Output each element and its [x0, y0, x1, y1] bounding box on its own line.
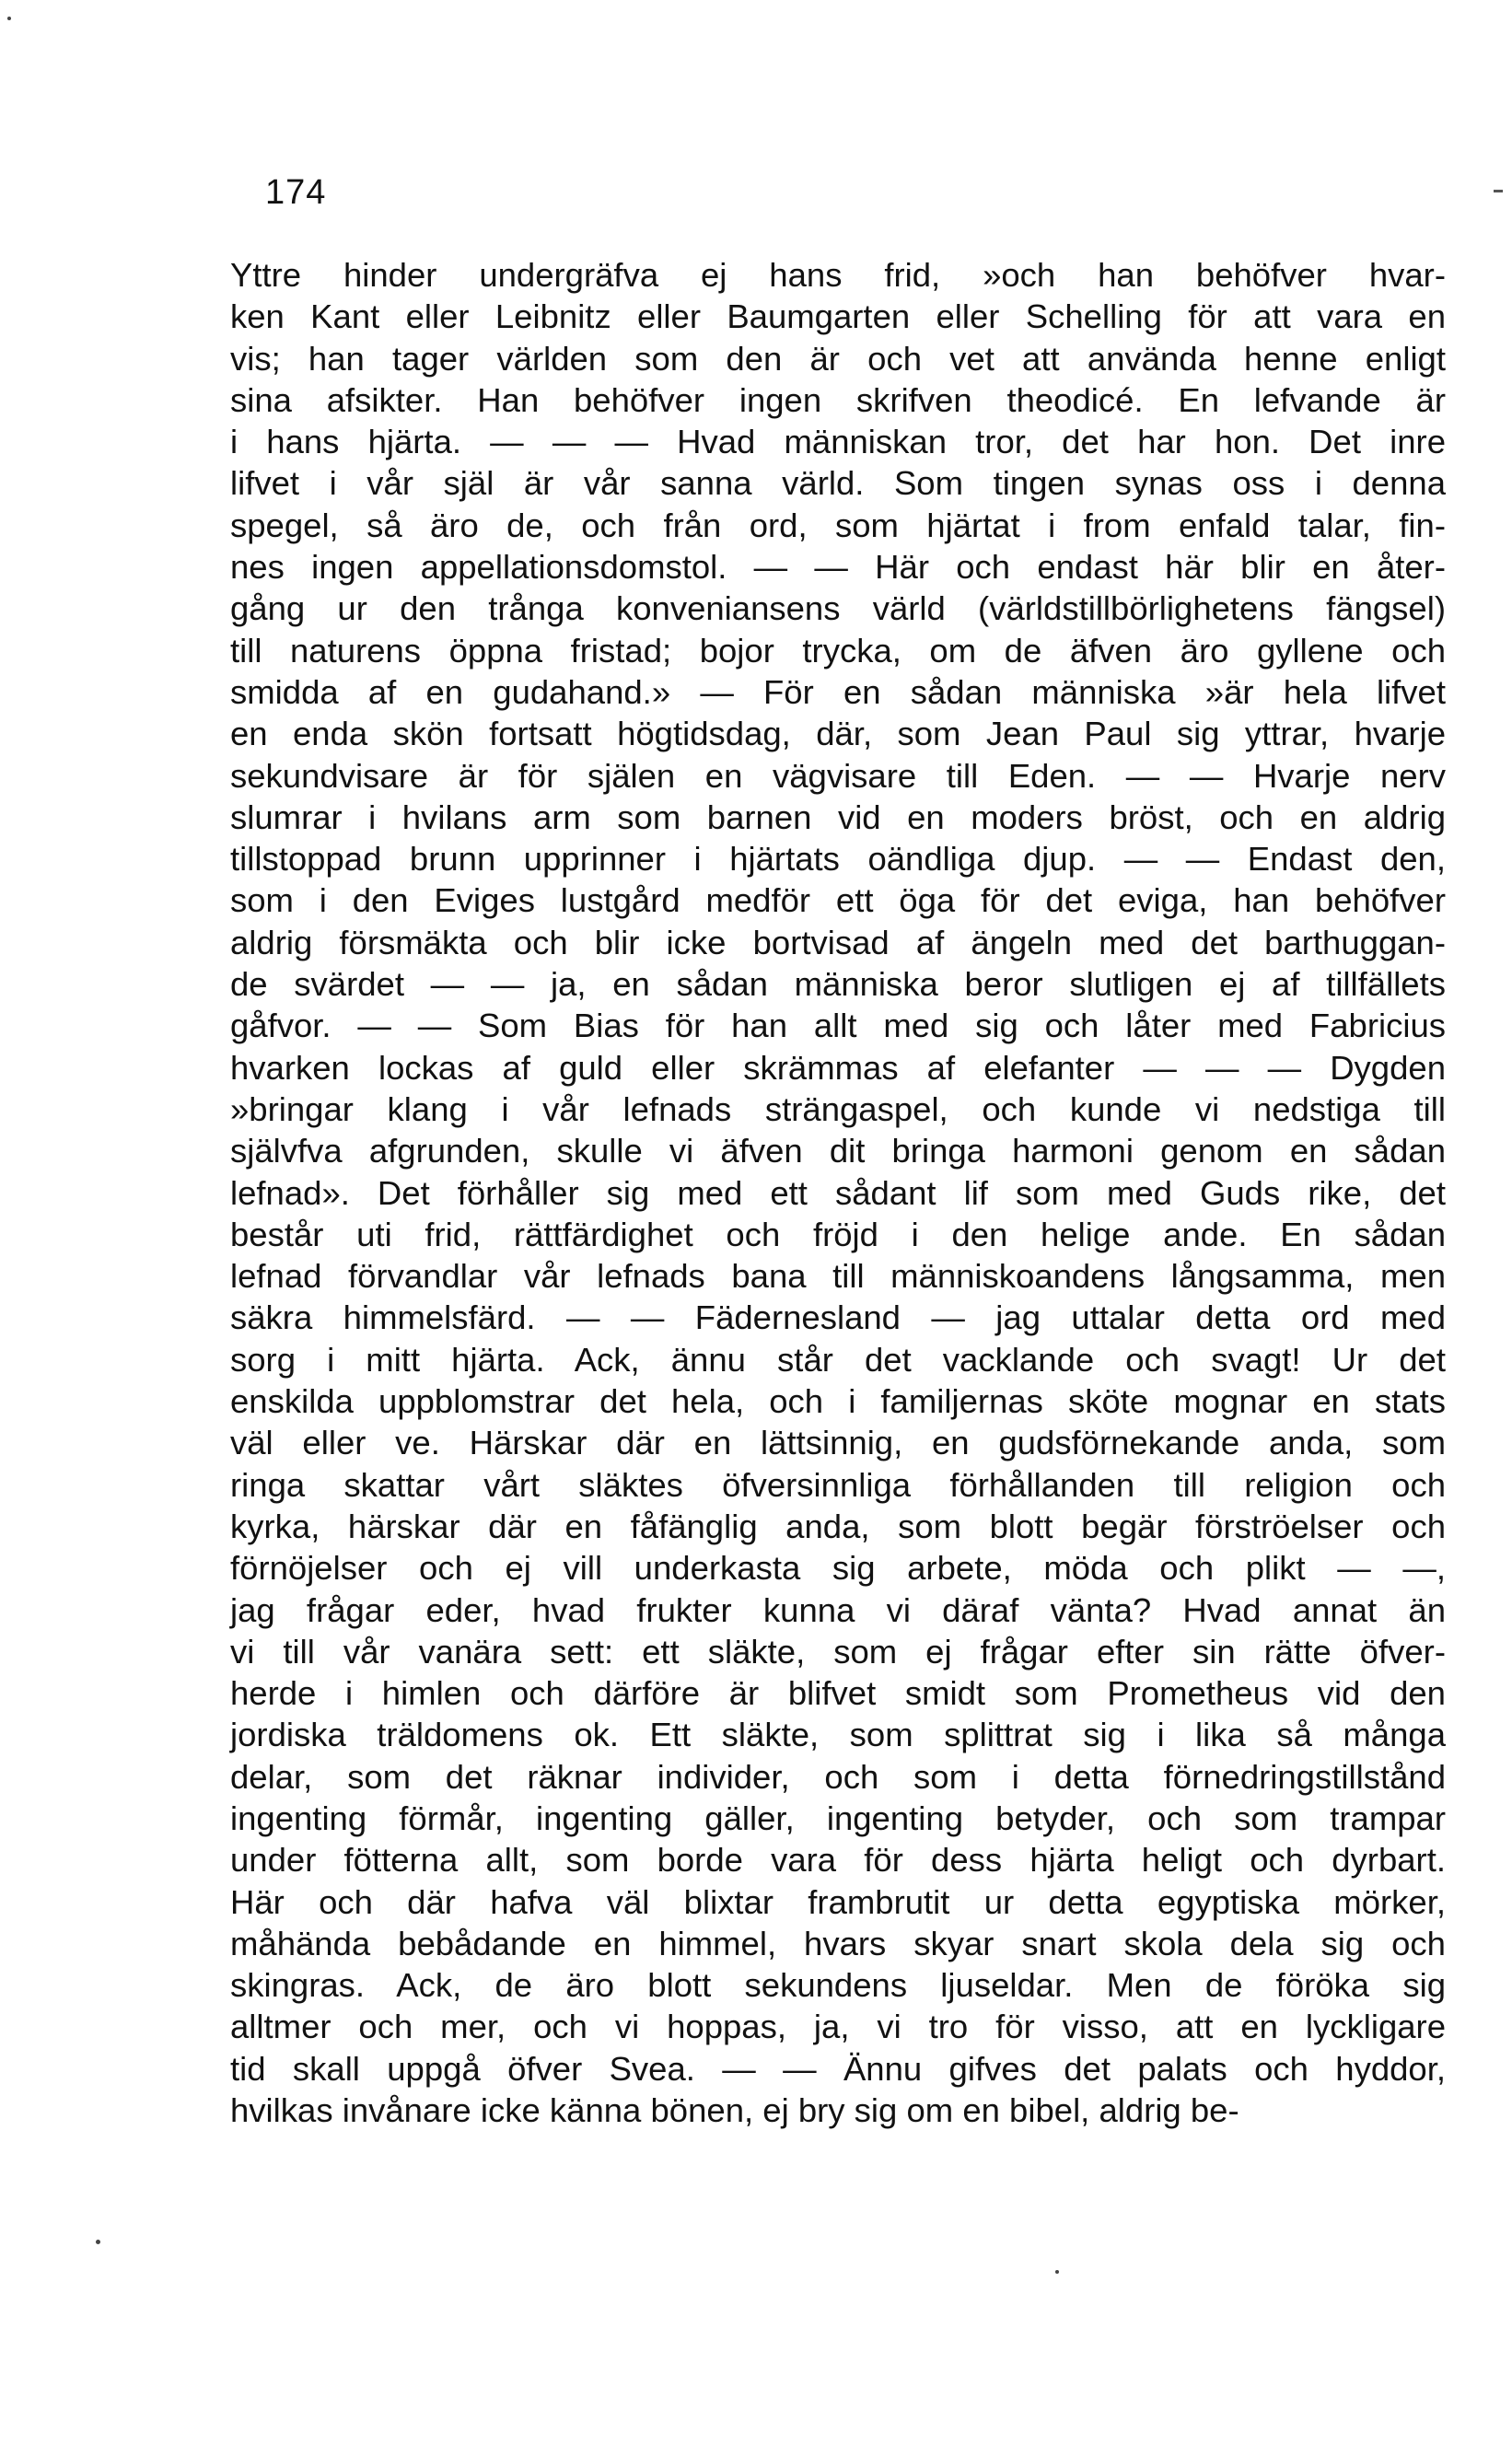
- text-line: Här och där hafva väl blixtar frambrutit ur detta egyptiska mörker,: [230, 1882, 1446, 1921]
- text-line: enskilda uppblomstrar det hela, och i familjernas sköte mognar en stats: [230, 1382, 1446, 1421]
- text-line: en enda skön fortsatt högtidsdag, där, som Jean Paul sig yttrar, hvarje: [230, 715, 1446, 753]
- text-line: slumrar i hvilans arm som barnen vid en moders bröst, och en aldrig: [230, 798, 1446, 836]
- text-line: vi till vår vanära sett: ett släkte, som ej frågar efter sin rätte öfver-: [230, 1632, 1446, 1671]
- text-line: består uti frid, rättfärdighet och fröjd i den helige ande. En sådan: [230, 1215, 1446, 1253]
- text-line: väl eller ve. Härskar där en lättsinnig, en gudsförnekande anda, som: [230, 1424, 1446, 1462]
- text-line: sekundvisare är för själen en vägvisare till Eden. — — Hvarje nerv: [230, 756, 1446, 795]
- text-line: sorg i mitt hjärta. Ack, ännu står det vacklande och svagt! Ur det: [230, 1340, 1446, 1379]
- text-line: ringa skattar vårt släktes öfversinnliga förhållanden till religion och: [230, 1465, 1446, 1504]
- text-line: under fötterna allt, som borde vara för dess hjärta heligt och dyrbart.: [230, 1841, 1446, 1880]
- text-line: nes ingen appellationsdomstol. — — Här och endast här blir en åter-: [230, 548, 1446, 587]
- text-line: självfva afgrunden, skulle vi äfven dit bringa harmoni genom en sådan: [230, 1132, 1446, 1170]
- text-line: spegel, så äro de, och från ord, som hjärtat i from enfald talar, fin-: [230, 506, 1446, 544]
- text-line: förnöjelser och ej vill underkasta sig arbete, möda och plikt — —,: [230, 1549, 1446, 1588]
- text-line: jag frågar eder, hvad frukter kunna vi däraf vänta? Hvad annat än: [230, 1590, 1446, 1629]
- body-text: [230, 254, 1446, 2131]
- text-line: gåfvor. — — Som Bias för han allt med sig och låter med Fabricius: [230, 1007, 1446, 1045]
- text-line: till naturens öppna fristad; bojor trycka, om de äfven äro gyllene och: [230, 631, 1446, 669]
- scan-speck: [1055, 2270, 1059, 2274]
- scan-speck: [1494, 190, 1503, 192]
- text-line: sina afsikter. Han behöfver ingen skrifven theodicé. En lefvande är: [230, 380, 1446, 419]
- scan-speck: [7, 17, 11, 20]
- text-line: skingras. Ack, de äro blott sekundens ljuseldar. Men de föröka sig: [230, 1966, 1446, 2005]
- text-line: hvilkas invånare icke känna bönen, ej bry sig om en bibel, aldrig be-: [230, 2091, 1239, 2130]
- text-line: tillstoppad brunn upprinner i hjärtats oändliga djup. — — Endast den,: [230, 840, 1446, 879]
- text-line: gång ur den trånga konveniansens värld (världstillbörlighetens fängsel): [230, 589, 1446, 628]
- text-line: »bringar klang i vår lefnads strängaspel, och kunde vi nedstiga till: [230, 1089, 1446, 1128]
- scan-speck: [96, 2240, 100, 2244]
- text-line: ingenting förmår, ingenting gäller, ingenting betyder, och som trampar: [230, 1799, 1446, 1837]
- text-line: aldrig försmäkta och blir icke bortvisad af ängeln med det barthuggan-: [230, 923, 1446, 961]
- page-number: 174: [265, 173, 327, 212]
- text-line: jordiska träldomens ok. Ett släkte, som splittrat sig i lika så många: [230, 1716, 1446, 1754]
- text-line: lefnad». Det förhåller sig med ett sådant lif som med Guds rike, det: [230, 1173, 1446, 1212]
- text-line: delar, som det räknar individer, och som i detta förnedringstillstånd: [230, 1757, 1446, 1796]
- text-line: lefnad förvandlar vår lefnads bana till människoandens långsamma, men: [230, 1257, 1446, 1296]
- text-line: kyrka, härskar där en fåfänglig anda, som blott begär förströelser och: [230, 1507, 1446, 1545]
- text-line: lifvet i vår själ är vår sanna värld. Som tingen synas oss i denna: [230, 464, 1446, 503]
- text-line: tid skall uppgå öfver Svea. — — Ännu gifves det palats och hyddor,: [230, 2049, 1446, 2088]
- text-line: vis; han tager världen som den är och vet att använda henne enligt: [230, 339, 1446, 378]
- text-line: säkra himmelsfärd. — — Fädernesland — jag uttalar detta ord med: [230, 1298, 1446, 1337]
- text-line: de svärdet — — ja, en sådan människa beror slutligen ej af tillfällets: [230, 965, 1446, 1004]
- text-line: i hans hjärta. — — — Hvad människan tror, det har hon. Det inre: [230, 423, 1446, 461]
- text-line: hvarken lockas af guld eller skrämmas af elefanter — — — Dygden: [230, 1048, 1446, 1087]
- text-line: smidda af en gudahand.» — För en sådan människa »är hela lifvet: [230, 672, 1446, 711]
- text-line: ken Kant eller Leibnitz eller Baumgarten eller Schelling för att vara en: [230, 297, 1446, 336]
- text-line: herde i himlen och därföre är blifvet smidt som Prometheus vid den: [230, 1674, 1446, 1713]
- text-line: som i den Eviges lustgård medför ett öga för det eviga, han behöfver: [230, 881, 1446, 920]
- text-line: Yttre hinder undergräfva ej hans frid, »och han behöfver hvar-: [230, 256, 1446, 294]
- text-line: måhända bebådande en himmel, hvars skyar snart skola dela sig och: [230, 1924, 1446, 1962]
- text-line: alltmer och mer, och vi hoppas, ja, vi tro för visso, att en lyckligare: [230, 2008, 1446, 2046]
